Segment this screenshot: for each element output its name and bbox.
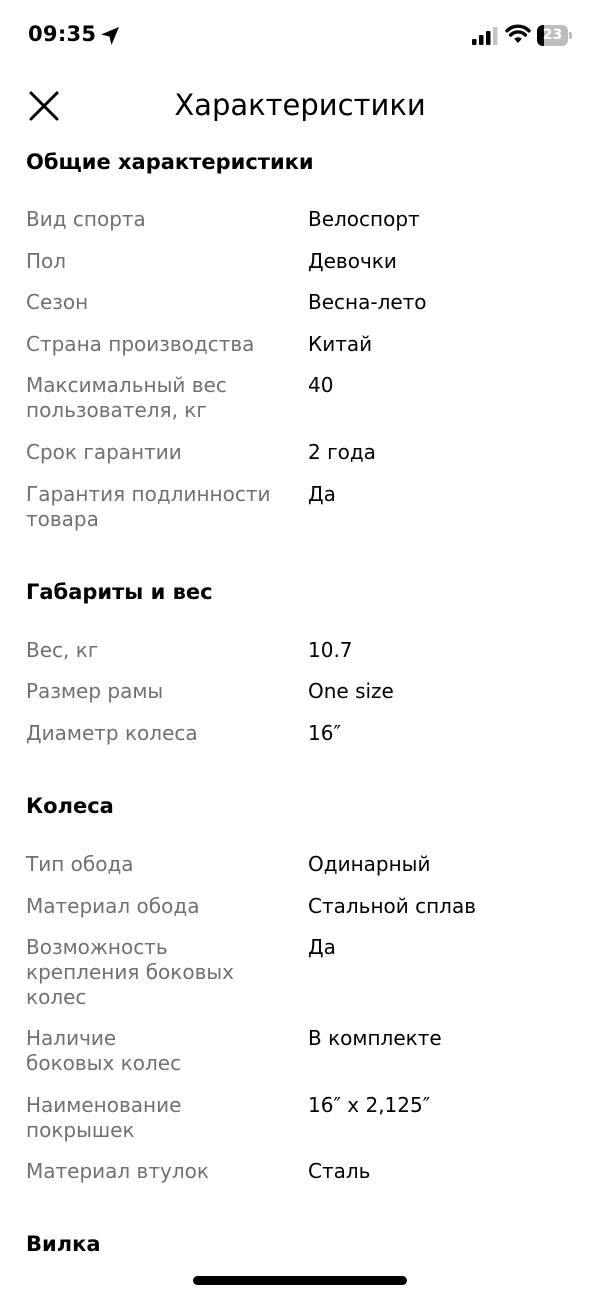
section-title-general: Общие характеристики (26, 150, 314, 174)
spec-label: Наименование покрышек (26, 1093, 182, 1142)
spec-label: Срок гарантии (26, 440, 182, 464)
spec-label: Наличие боковых колес (26, 1026, 182, 1075)
cellular-signal-icon (472, 27, 498, 45)
location-arrow-icon (100, 26, 120, 46)
spec-label: Гарантия подлинности товара (26, 482, 271, 531)
page-title: Характеристики (174, 88, 426, 122)
battery-cap (569, 32, 572, 39)
spec-value: 40 (308, 373, 334, 397)
spec-value: Одинарный (308, 852, 431, 876)
header (0, 78, 600, 134)
status-time: 09:35 (28, 22, 97, 46)
section-title-wheels: Колеса (26, 794, 114, 818)
section-title-dimensions: Габариты и вес (26, 580, 213, 604)
spec-label: Вес, кг (26, 638, 99, 662)
spec-label: Максимальный вес пользователя, кг (26, 373, 227, 422)
status-bar (0, 0, 600, 72)
spec-label: Тип обода (26, 852, 134, 876)
spec-value: 10.7 (308, 638, 353, 662)
spec-label: Материал обода (26, 894, 200, 918)
spec-value: Девочки (308, 249, 397, 273)
home-indicator[interactable] (193, 1276, 407, 1285)
spec-label: Страна производства (26, 332, 255, 356)
spec-value: Стальной сплав (308, 894, 477, 918)
spec-value: Китай (308, 332, 373, 356)
wifi-icon (505, 24, 531, 44)
spec-value: 16″ x 2,125″ (308, 1093, 431, 1117)
spec-value: В комплекте (308, 1026, 442, 1050)
spec-label: Пол (26, 249, 67, 273)
spec-value: Да (308, 482, 336, 506)
spec-label: Возможность крепления боковых колес (26, 935, 235, 1009)
spec-label: Материал втулок (26, 1159, 209, 1183)
battery-body (537, 25, 568, 46)
spec-value: Весна-лето (308, 290, 427, 314)
battery-icon (537, 25, 572, 46)
section-title-fork: Вилка (26, 1232, 101, 1256)
spec-label: Диаметр колеса (26, 721, 198, 745)
spec-label: Сезон (26, 290, 89, 314)
spec-value: Да (308, 935, 336, 959)
spec-label: Вид спорта (26, 207, 146, 231)
spec-label: Размер рамы (26, 679, 164, 703)
spec-value: Сталь (308, 1159, 371, 1183)
spec-value: 2 года (308, 440, 376, 464)
spec-value: 16″ (308, 721, 341, 745)
spec-value: One size (308, 679, 394, 703)
battery-level: 23 (542, 27, 563, 43)
spec-value: Велоспорт (308, 207, 420, 231)
